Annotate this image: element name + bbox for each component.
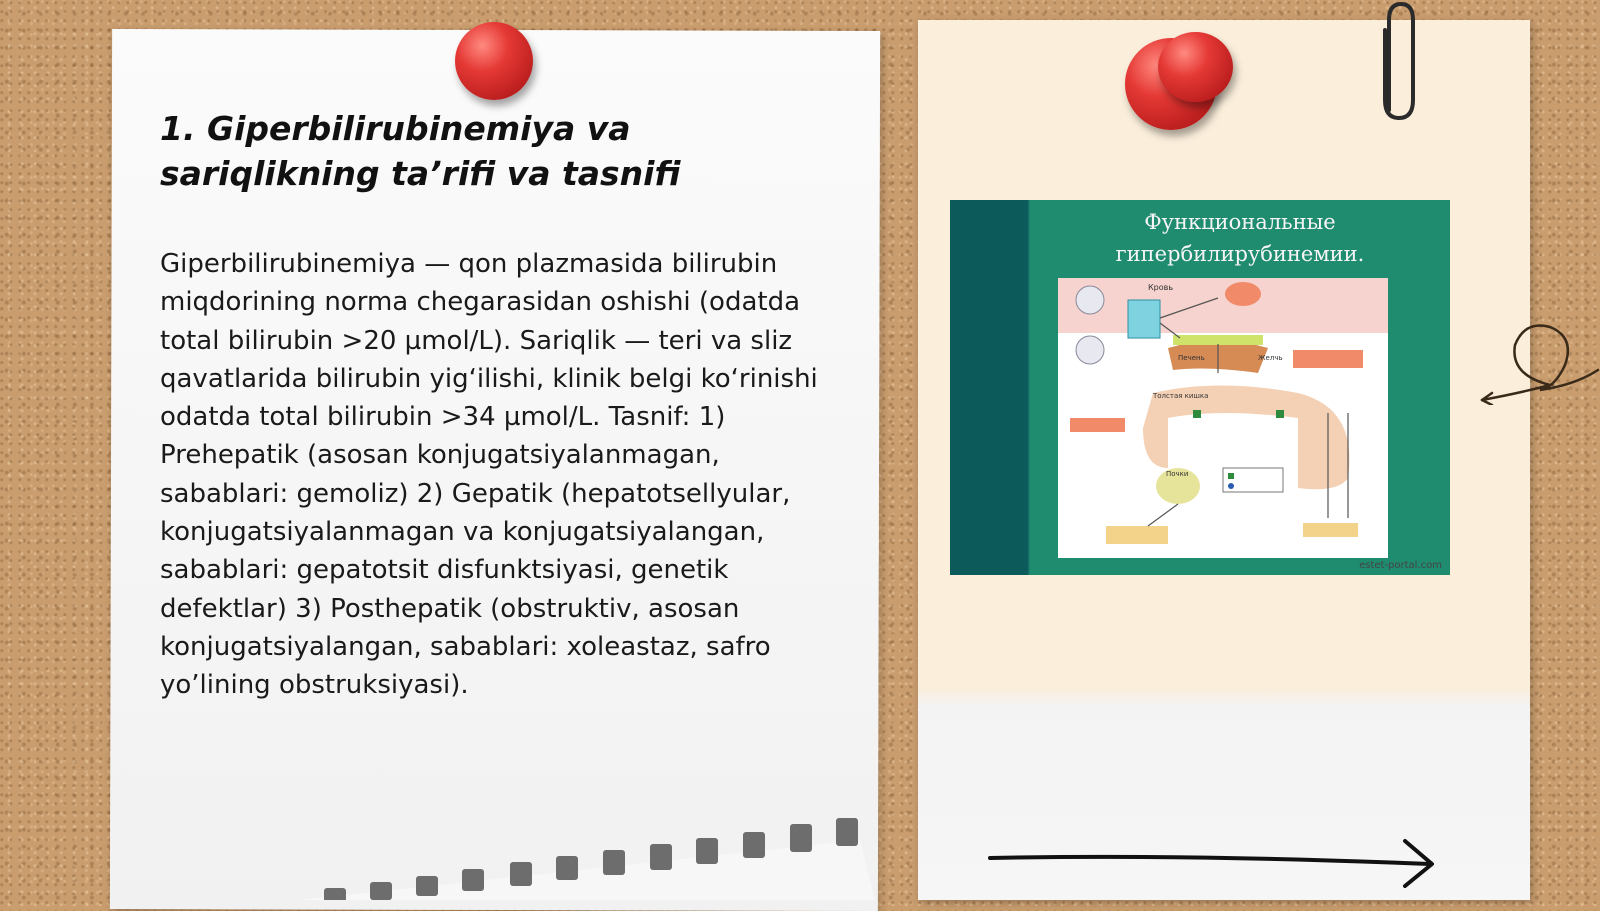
- feces-node: [1303, 523, 1358, 537]
- slide-body-text: Giperbilirubinemiya — qon plazmasida bilirubin miqdorining norma chegarasidan oshishi (odatda total bilirubin >20 µmol/L). Sariqlik — teri va sliz qavatlarida bilirubin yig‘ilishi, klinik belgi ko‘rinishi odatda total bilirubin >34 µmol/L. Tasnif: 1) Prehepatik (asosan konjugatsiyalanmagan, sabablari: gemoliz) 2) Gepatik (hepatotsellyular, konjugatsiyalanmagan va konjugatsiyalangan, sabablari: gepatotsit disfunktsiyasi, genetik defektlar) 3) Posthepatik (obstruktiv, asosan konjugatsiyalangan, sabablari: xoleastaz, safro yo’lining obstruksiyasi).: [160, 249, 818, 701]
- label-liver: Печень: [1178, 354, 1205, 362]
- source-circle: [1076, 336, 1104, 364]
- bilirubin-diagram-image: [950, 200, 1450, 575]
- albumin-node: [1225, 282, 1261, 306]
- bacteria-marker-2: [1276, 410, 1284, 418]
- legend-swatch-green: [1228, 473, 1234, 479]
- figure-credit: estet-portal.com: [1359, 560, 1442, 571]
- push-pin-left-icon: [455, 22, 533, 100]
- doodle-loop-icon: [1480, 315, 1600, 405]
- bilirubin-box: [1128, 300, 1160, 338]
- stercobilin-node: [1070, 418, 1125, 432]
- legend-swatch-blue: [1228, 483, 1234, 489]
- label-colon: Толстая кишка: [1153, 392, 1209, 400]
- conjugation-bar: [1173, 335, 1263, 345]
- push-pin-right-head-icon: [1158, 32, 1233, 102]
- diagram-panel: [1058, 278, 1388, 558]
- figure-title-line-2: гипербилирубинемии.: [1115, 242, 1365, 266]
- slide-title: 1. Giperbilirubinemiya va sariqlikning ta’rifi va tasnifi: [160, 109, 681, 193]
- figure-title: [1030, 206, 1450, 270]
- label-bile: Желчь: [1258, 354, 1283, 362]
- bacteria-marker-1: [1193, 410, 1201, 418]
- label-kidney: Почки: [1166, 470, 1189, 478]
- notebook-tabs-strip: [300, 800, 880, 900]
- figure-title-line-1: Функциональные: [1144, 210, 1336, 234]
- arrow-right-icon: [985, 838, 1445, 888]
- label-blood: Кровь: [1148, 283, 1174, 292]
- urine-node: [1106, 526, 1168, 544]
- metabolism-diagram: [1058, 278, 1388, 558]
- urobilin-node: [1293, 350, 1363, 368]
- hb-circle: [1076, 286, 1104, 314]
- paperclip-icon: [1375, 0, 1425, 125]
- blood-band: [1058, 278, 1388, 333]
